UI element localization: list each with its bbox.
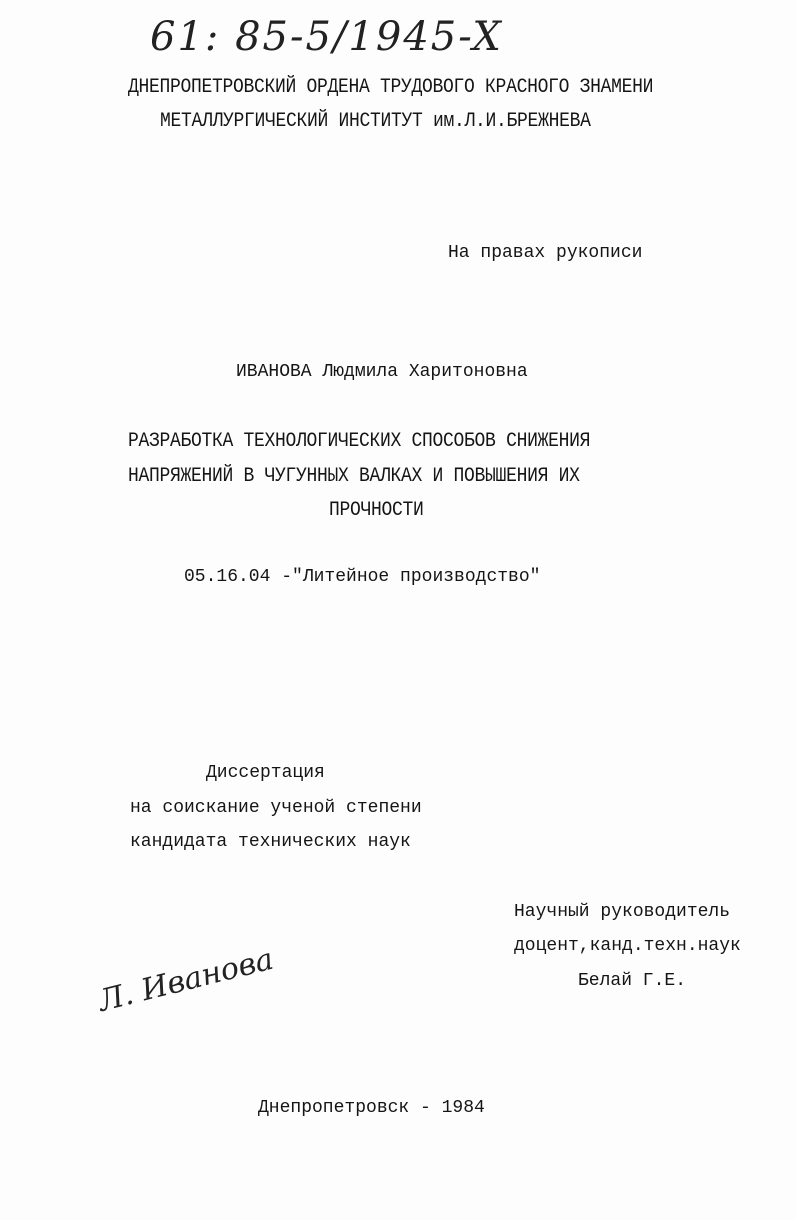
degree-line-2: на соискание ученой степени bbox=[130, 798, 422, 818]
degree-line-3: кандидата технических наук bbox=[130, 832, 411, 852]
place-and-year: Днепропетровск - 1984 bbox=[258, 1098, 485, 1118]
advisor-line-3: Белай Г.Е. bbox=[578, 971, 687, 991]
degree-line-1: Диссертация bbox=[206, 763, 325, 783]
title-line-1: РАЗРАБОТКА ТЕХНОЛОГИЧЕСКИХ СПОСОБОВ СНИЖЕНИЯ bbox=[128, 430, 591, 453]
institution-line-1: ДНЕПРОПЕТРОВСКИЙ ОРДЕНА ТРУДОВОГО КРАСНОГО ЗНАМЕНИ bbox=[128, 76, 654, 99]
archive-code-handwritten: 61: 85-5/1945-X bbox=[150, 14, 503, 60]
author-signature: Л. Иванова bbox=[95, 941, 277, 1019]
institution-line-2: МЕТАЛЛУРГИЧЕСКИЙ ИНСТИТУТ им.Л.И.БРЕЖНЕВА bbox=[160, 110, 591, 133]
advisor-line-2: доцент,канд.техн.наук bbox=[514, 936, 741, 956]
advisor-line-1: Научный руководитель bbox=[514, 902, 731, 922]
author-name: ИВАНОВА Людмила Харитоновна bbox=[236, 362, 528, 382]
specialty: 05.16.04 -"Литейное производство" bbox=[184, 567, 541, 587]
title-line-2: НАПРЯЖЕНИЙ В ЧУГУННЫХ ВАЛКАХ И ПОВЫШЕНИЯ ИХ bbox=[128, 465, 580, 488]
title-line-3: ПРОЧНОСТИ bbox=[329, 499, 424, 522]
manuscript-note: На правах рукописи bbox=[448, 243, 643, 263]
